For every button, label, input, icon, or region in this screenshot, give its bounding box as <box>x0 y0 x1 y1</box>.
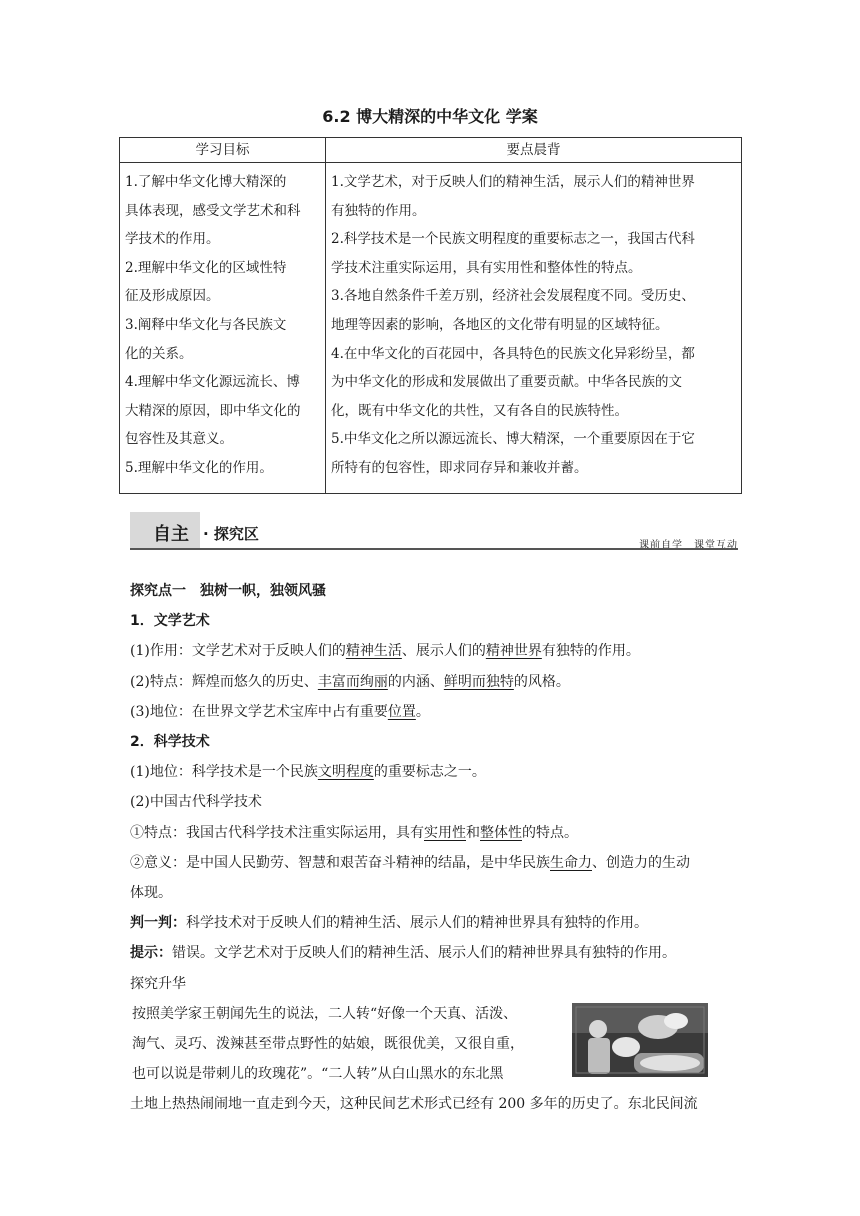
section-divider <box>130 548 738 550</box>
passage-line: 按照美学家王朝闻先生的说法，二人转“好像一个天真、活泼、 <box>132 1005 518 1022</box>
table-header-keypoints: 要点晨背 <box>326 138 742 163</box>
goal-line: 具体表现，感受文学艺术和科 <box>125 202 301 219</box>
keypoint-line: 有独特的作用。 <box>331 202 426 219</box>
answer-blank: 丰富而绚丽 <box>317 673 388 690</box>
text: ①特点：我国古代科学技术注重实际运用，具有 <box>130 824 424 841</box>
goal-line: 3.阐释中华文化与各民族文 <box>125 316 287 333</box>
errenzhuan-passage <box>130 999 742 1090</box>
judge-question <box>130 908 742 938</box>
goal-line: 2.理解中华文化的区域性特 <box>125 259 287 276</box>
goal-line: 征及形成原因。 <box>125 288 220 305</box>
goals-cell <box>120 163 326 494</box>
hint-text: 错误。文学艺术对于反映人们的精神生活、展示人们的精神世界具有独特的作用。 <box>172 945 676 962</box>
keypoint-line: 化，既有中华文化的共性，又有各自的民族特性。 <box>331 402 628 419</box>
goal-line: 学技术的作用。 <box>125 231 220 248</box>
text: 、展示人们的 <box>401 643 486 660</box>
hint-label: 提示： <box>130 945 172 962</box>
explore-point-heading: 探究点一 独树一帜，独领风骚 <box>130 583 326 599</box>
text: (2)特点：辉煌而悠久的历史、 <box>130 673 318 690</box>
ancient-science-features <box>130 818 742 848</box>
explore-upgrade-heading: 探究升华 <box>130 975 186 992</box>
text: ②意义：是中国人民勤劳、智慧和艰苦奋斗精神的结晶，是中华民族 <box>130 854 550 871</box>
text: 。 <box>415 703 430 720</box>
text: 的内涵、 <box>387 673 444 690</box>
goal-line: 1.了解中华文化博大精深的 <box>125 174 287 190</box>
section-tagline: 课前自学 课堂互动 <box>639 540 738 551</box>
keypoint-line: 4.在中华文化的百花园中，各具特色的民族文化异彩纷呈，都 <box>331 345 695 362</box>
ancient-science-meaning <box>130 848 742 878</box>
answer-blank: 精神生活 <box>345 643 402 660</box>
keypoint-line: 地理等因素的影响，各地区的文化带有明显的区域特征。 <box>331 316 669 333</box>
ancient-science-meaning-cont: 体现。 <box>130 885 172 902</box>
table-header-row <box>120 138 742 163</box>
errenzhuan-photo <box>572 1003 708 1077</box>
goal-line: 大精深的原因，即中华文化的 <box>125 402 301 419</box>
goal-line: 4.理解中华文化源远流长、博 <box>125 374 300 391</box>
passage-line: 淘气、灵巧、泼辣甚至带点野性的姑娘，既很优美，又很自重， <box>132 1036 524 1053</box>
science-status <box>130 757 742 787</box>
subheading-literature: 1．文学艺术 <box>130 613 210 630</box>
keypoint-line: 2.科学技术是一个民族文明程度的重要标志之一，我国古代科 <box>331 231 695 248</box>
section-banner <box>130 512 738 550</box>
page-title: 6.2 博大精深的中华文化 学案 <box>322 107 538 126</box>
ancient-science-heading: (2)中国古代科学技术 <box>130 794 262 811</box>
section-title-sub: · 探究区 <box>203 525 259 543</box>
judge-text: 科学技术对于反映人们的精神生活、展示人们的精神世界具有独特的作用。 <box>186 915 648 932</box>
literature-role <box>130 636 742 666</box>
goal-line: 5.理解中华文化的作用。 <box>125 459 273 476</box>
text: 的风格。 <box>513 673 570 690</box>
keypoint-line: 所特有的包容性，即求同存异和兼收并蓄。 <box>331 459 588 476</box>
passage-line: 也可以说是带刺儿的玫瑰花”。“二人转”从白山黑水的东北黑 <box>132 1066 504 1083</box>
keypoint-line: 为中华文化的形成和发展做出了重要贡献。中华各民族的文 <box>331 374 682 391</box>
keypoint-line: 5.中华文化之所以源远流长、博大精深，一个重要原因在于它 <box>331 431 695 448</box>
keypoints-cell <box>326 163 742 494</box>
text: 、创造力的生动 <box>592 854 690 871</box>
literature-status <box>130 697 742 727</box>
judge-label: 判一判： <box>130 915 186 932</box>
answer-blank: 精神世界 <box>485 643 542 660</box>
answer-blank: 整体性 <box>480 824 522 841</box>
errenzhuan-photo-illustration <box>572 1003 708 1077</box>
text: (3)地位：在世界文学艺术宝库中占有重要 <box>130 703 388 720</box>
goal-line: 包容性及其意义。 <box>125 431 233 448</box>
text: 和 <box>466 824 480 841</box>
answer-blank: 文明程度 <box>317 764 374 781</box>
main-content <box>130 576 742 1120</box>
keypoint-line: 1.文学艺术，对于反映人们的精神生活，展示人们的精神世界 <box>331 174 695 190</box>
section-title-main: 自主 <box>153 524 189 545</box>
study-table <box>119 137 742 494</box>
answer-blank: 鲜明而独特 <box>443 673 514 690</box>
answer-blank: 实用性 <box>424 824 466 841</box>
answer-blank: 位置 <box>387 703 416 720</box>
hint-answer <box>130 938 742 968</box>
goal-line: 化的关系。 <box>125 345 193 362</box>
literature-features <box>130 667 742 697</box>
text: (1)作用：文学艺术对于反映人们的 <box>130 643 346 660</box>
text: 的特点。 <box>522 824 578 841</box>
text: (1)地位：科学技术是一个民族 <box>130 764 318 781</box>
answer-blank: 生命力 <box>550 854 592 871</box>
table-header-goals: 学习目标 <box>120 138 326 163</box>
keypoint-line: 3.各地自然条件千差万别，经济社会发展程度不同。受历史、 <box>331 288 695 305</box>
keypoint-line: 学技术注重实际运用，具有实用性和整体性的特点。 <box>331 259 642 276</box>
passage-line-last: 土地上热热闹闹地一直走到今天，这种民间艺术形式已经有 200 多年的历史了。东北民间流 <box>130 1096 698 1113</box>
table-body-row <box>120 163 742 494</box>
text: 有独特的作用。 <box>541 643 640 660</box>
subheading-science: 2．科学技术 <box>130 734 210 751</box>
text: 的重要标志之一。 <box>373 764 486 781</box>
